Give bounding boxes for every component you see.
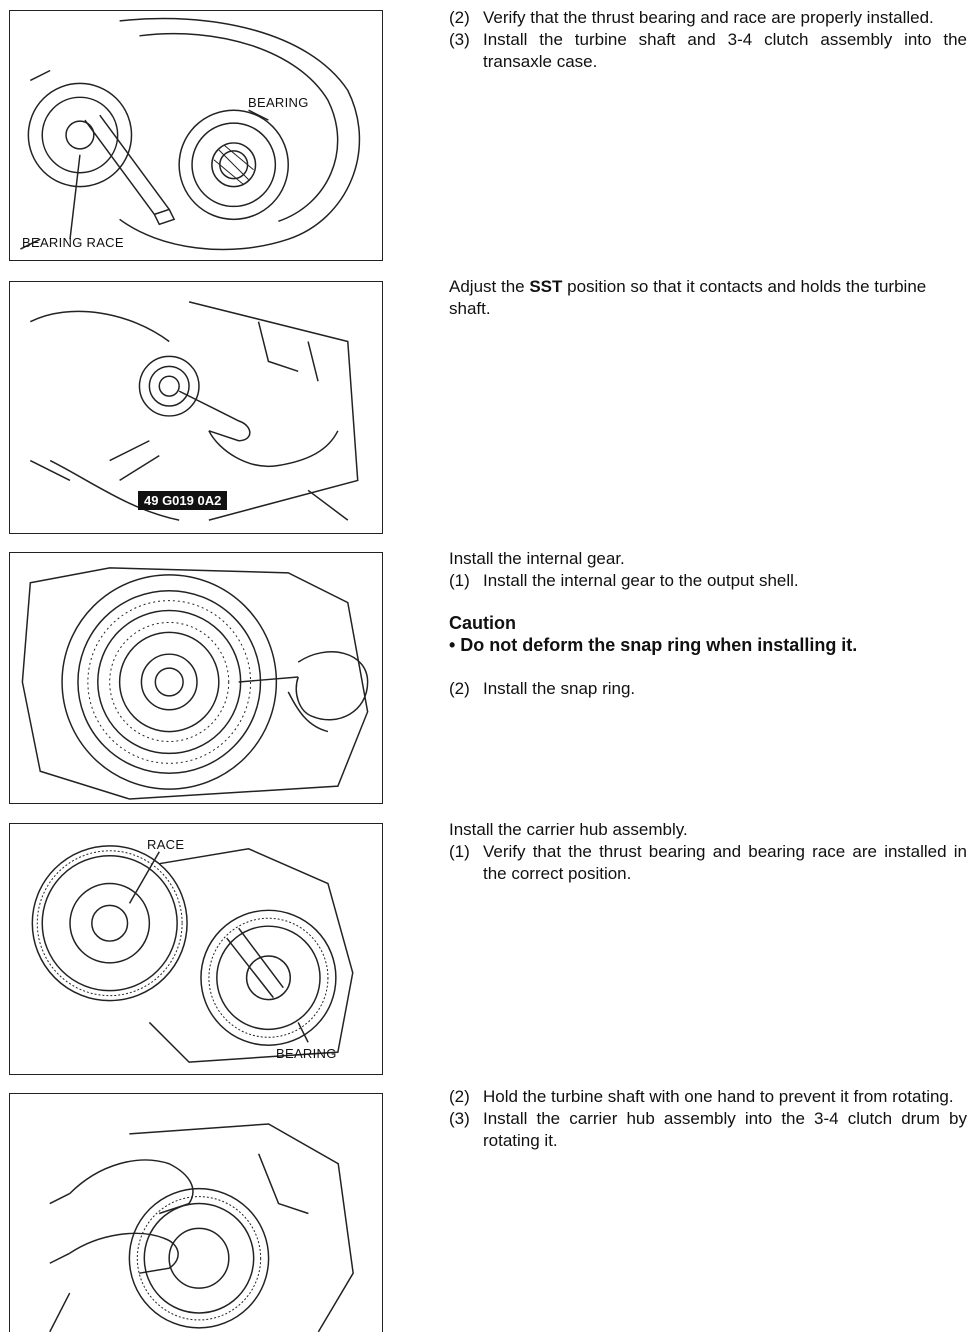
sst-term: SST xyxy=(529,277,563,296)
figure-internal-gear-snap-ring xyxy=(9,552,383,804)
section-install-internal-gear xyxy=(449,548,967,700)
internal-gear-illustration xyxy=(10,553,382,803)
text-fragment: Adjust the xyxy=(449,277,530,296)
step-item xyxy=(449,678,967,700)
figure-bearing-installation xyxy=(9,10,383,261)
rotating-carrier-hub-illustration xyxy=(10,1094,382,1332)
step-text: Install the carrier hub assembly into the 3-4 clutch drum by rotating it. xyxy=(483,1109,967,1150)
step-text: Verify that the thrust bearing and race are properly installed. xyxy=(483,8,934,27)
step-text: Hold the turbine shaft with one hand to prevent it from rotating. xyxy=(483,1087,954,1106)
step-number: (1) xyxy=(449,571,470,590)
section-rotate-carrier-hub xyxy=(449,1086,967,1152)
bearing-installation-illustration xyxy=(10,11,382,260)
step-text: Install the internal gear to the output shell. xyxy=(483,571,799,590)
step-item xyxy=(449,1108,967,1152)
step-text: Install the snap ring. xyxy=(483,679,636,698)
section-install-carrier-hub xyxy=(449,819,967,885)
step-text: Verify that the thrust bearing and bearing race are installed in the correct position. xyxy=(483,842,967,883)
section-adjust-sst xyxy=(449,276,967,320)
figure-carrier-hub-assembly xyxy=(9,823,383,1075)
section-thrust-bearing-verify xyxy=(449,7,967,73)
paragraph-adjust-sst xyxy=(449,276,967,320)
step-text: Install the turbine shaft and 3-4 clutch assembly into the transaxle case. xyxy=(483,30,967,71)
step-number: (3) xyxy=(449,1109,470,1128)
label-bearing: BEARING xyxy=(276,1046,337,1061)
step-number: (2) xyxy=(449,1087,470,1106)
step-number: (2) xyxy=(449,8,470,27)
step-number: (1) xyxy=(449,842,470,861)
caution-heading: Caution xyxy=(449,613,516,633)
text-fragment: position so that it contacts and holds the turbine shaft. xyxy=(449,277,927,318)
step-number: (3) xyxy=(449,30,470,49)
figure-rotating-carrier-hub xyxy=(9,1093,383,1332)
sst-code-badge: 49 G019 0A2 xyxy=(138,491,227,510)
section-intro: Install the carrier hub assembly. xyxy=(449,820,688,839)
step-number: (2) xyxy=(449,679,470,698)
step-item xyxy=(449,841,967,885)
step-item xyxy=(449,570,967,592)
section-intro: Install the internal gear. xyxy=(449,549,625,568)
label-bearing: BEARING xyxy=(248,95,309,110)
label-race: RACE xyxy=(147,837,185,852)
step-item xyxy=(449,1086,967,1108)
caution-item: • Do not deform the snap ring when installing it. xyxy=(449,635,858,655)
step-item xyxy=(449,29,967,73)
label-bearing-race: BEARING RACE xyxy=(22,235,124,250)
carrier-hub-illustration xyxy=(10,824,382,1074)
figure-sst-holding-turbine-shaft xyxy=(9,281,383,534)
step-item xyxy=(449,7,967,29)
